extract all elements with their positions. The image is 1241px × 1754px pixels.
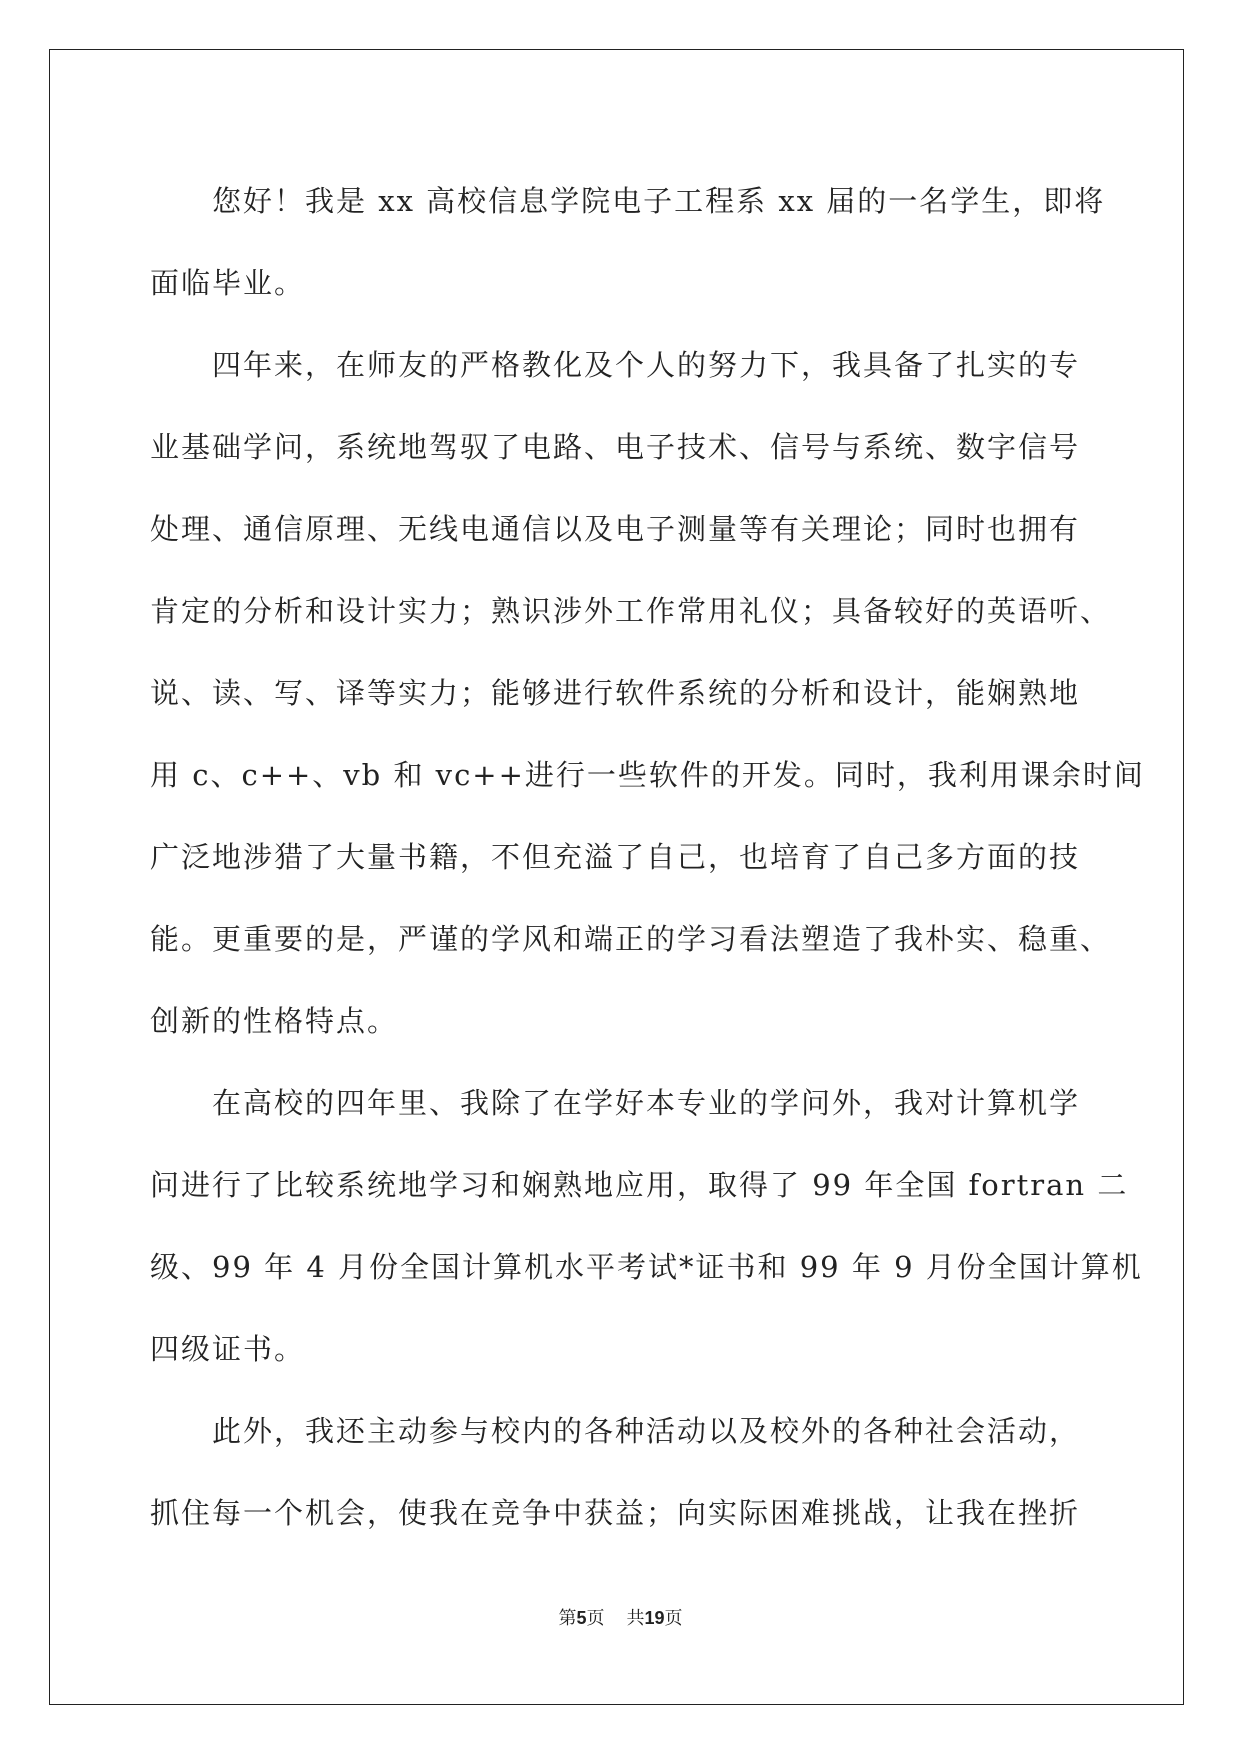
page-total: 19 (644, 1608, 665, 1628)
page-prefix: 第 (558, 1608, 577, 1629)
total-prefix: 共 (626, 1608, 645, 1629)
document-body (150, 160, 1145, 1554)
paragraph-line: 说、读、写、译等实力；能够进行软件系统的分析和设计，能娴熟地 (150, 676, 1081, 710)
paragraph-line: 您好！我是 xx 高校信息学院电子工程系 xx 届的一名学生，即将 (212, 184, 1106, 218)
page-current: 5 (576, 1608, 587, 1628)
paragraph-line: 四年来，在师友的严格教化及个人的努力下，我具备了扎实的专 (212, 348, 1081, 382)
paragraph-line: 抓住每一个机会，使我在竞争中获益；向实际困难挑战，让我在挫折 (150, 1496, 1081, 1530)
paragraph-line: 问进行了比较系统地学习和娴熟地应用，取得了 99 年全国 fortran 二 (150, 1168, 1129, 1202)
paragraph-line: 创新的性格特点。 (150, 1004, 399, 1038)
paragraph-line: 面临毕业。 (150, 266, 306, 300)
page-suffix: 页 (586, 1608, 605, 1629)
paragraph-line: 肯定的分析和设计实力；熟识涉外工作常用礼仪；具备较好的英语听、 (150, 594, 1112, 628)
paragraph-line: 此外，我还主动参与校内的各种活动以及校外的各种社会活动， (212, 1414, 1081, 1448)
total-suffix: 页 (664, 1608, 683, 1629)
paragraph-line: 业基础学问，系统地驾驭了电路、电子技术、信号与系统、数字信号 (150, 430, 1081, 464)
paragraph-line: 在高校的四年里、我除了在学好本专业的学问外，我对计算机学 (212, 1086, 1081, 1120)
paragraph-line: 广泛地涉猎了大量书籍，不但充溢了自己，也培育了自己多方面的技 (150, 840, 1081, 874)
paragraph-line: 处理、通信原理、无线电通信以及电子测量等有关理论；同时也拥有 (150, 512, 1081, 546)
page-footer (0, 1604, 1241, 1630)
paragraph-line: 四级证书。 (150, 1332, 306, 1366)
paragraph-line: 能。更重要的是，严谨的学风和端正的学习看法塑造了我朴实、稳重、 (150, 922, 1112, 956)
paragraph-line: 级、99 年 4 月份全国计算机水平考试*证书和 99 年 9 月份全国计算机 (150, 1250, 1143, 1284)
paragraph-line: 用 c、c++、vb 和 vc++进行一些软件的开发。同时，我利用课余时间 (150, 758, 1145, 792)
